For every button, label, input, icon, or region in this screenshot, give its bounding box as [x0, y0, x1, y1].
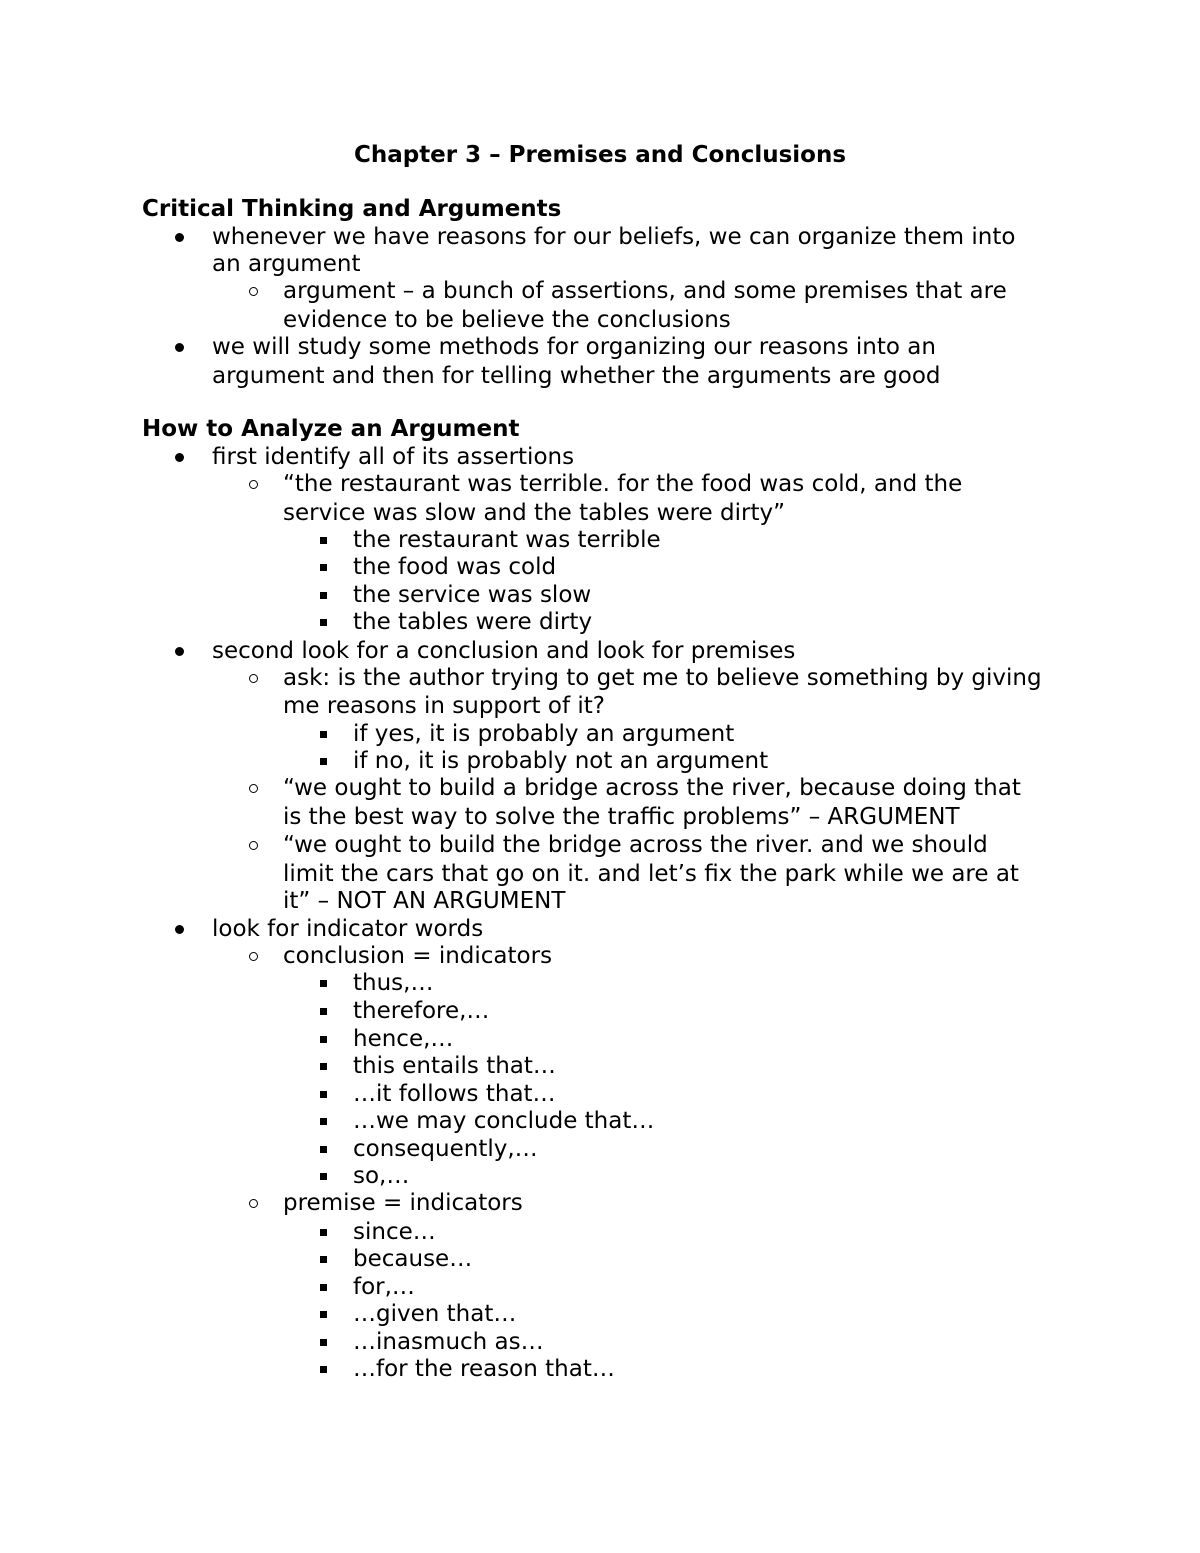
list-item-text: if no, it is probably not an argument: [353, 748, 769, 774]
list-item-text: argument – a bunch of assertions, and some premises that are: [283, 278, 1007, 304]
list-item-text: …we may conclude that…: [353, 1108, 655, 1134]
list-item-text: limit the cars that go on it. and let’s fix the park while we are at: [283, 861, 1019, 887]
list-item-text: “we ought to build a bridge across the river, because doing that: [283, 775, 1021, 801]
square-bullet-icon: [320, 1146, 327, 1153]
bullet-icon: [175, 453, 184, 462]
square-bullet-icon: [320, 1063, 327, 1070]
list-item-text: first identify all of its assertions: [212, 444, 575, 470]
square-bullet-icon: [320, 1091, 327, 1098]
bullet-icon: [175, 233, 184, 242]
list-item-text: the food was cold: [353, 554, 557, 580]
list-item-text: “the restaurant was terrible. for the food was cold, and the: [283, 471, 963, 497]
section-heading-critical-thinking: Critical Thinking and Arguments: [142, 196, 562, 222]
bullet-icon: [175, 925, 184, 934]
list-item-text: since…: [353, 1219, 436, 1245]
sub-bullet-icon: [249, 287, 258, 296]
square-bullet-icon: [320, 1173, 327, 1180]
square-bullet-icon: [320, 980, 327, 987]
list-item-text: …for the reason that…: [353, 1356, 615, 1382]
square-bullet-icon: [320, 619, 327, 626]
square-bullet-icon: [320, 1118, 327, 1125]
list-item-text: this entails that…: [353, 1053, 556, 1079]
list-item-text: service was slow and the tables were dirty”: [283, 500, 786, 526]
list-item-text: is the best way to solve the traffic problems” – ARGUMENT: [283, 804, 960, 830]
sub-bullet-icon: [249, 952, 258, 961]
section-heading-analyze-argument: How to Analyze an Argument: [142, 416, 520, 442]
list-item-text: consequently,…: [353, 1136, 538, 1162]
list-item-text: evidence to be believe the conclusions: [283, 307, 731, 333]
list-item-text: premise = indicators: [283, 1190, 523, 1216]
square-bullet-icon: [320, 537, 327, 544]
list-item-text: if yes, it is probably an argument: [353, 721, 735, 747]
square-bullet-icon: [320, 1256, 327, 1263]
list-item-text: for,…: [353, 1274, 415, 1300]
sub-bullet-icon: [249, 841, 258, 850]
list-item-text: so,…: [353, 1163, 410, 1189]
list-item-text: the service was slow: [353, 582, 592, 608]
list-item-text: conclusion = indicators: [283, 943, 553, 969]
square-bullet-icon: [320, 758, 327, 765]
list-item-text: we will study some methods for organizing our reasons into an: [212, 334, 936, 360]
bullet-icon: [175, 647, 184, 656]
list-item-text: thus,…: [353, 970, 434, 996]
list-item-text: the tables were dirty: [353, 609, 593, 635]
sub-bullet-icon: [249, 784, 258, 793]
square-bullet-icon: [320, 1008, 327, 1015]
square-bullet-icon: [320, 731, 327, 738]
square-bullet-icon: [320, 1339, 327, 1346]
square-bullet-icon: [320, 592, 327, 599]
bullet-icon: [175, 343, 184, 352]
list-item-text: hence,…: [353, 1026, 454, 1052]
list-item-text: me reasons in support of it?: [283, 693, 605, 719]
sub-bullet-icon: [249, 674, 258, 683]
list-item-text: …it follows that…: [353, 1081, 556, 1107]
square-bullet-icon: [320, 1284, 327, 1291]
square-bullet-icon: [320, 1036, 327, 1043]
sub-bullet-icon: [249, 1199, 258, 1208]
list-item-text: ask: is the author trying to get me to believe something by giving: [283, 665, 1042, 691]
list-item-text: …inasmuch as…: [353, 1329, 544, 1355]
sub-bullet-icon: [249, 480, 258, 489]
square-bullet-icon: [320, 564, 327, 571]
list-item-text: the restaurant was terrible: [353, 527, 661, 553]
square-bullet-icon: [320, 1311, 327, 1318]
list-item-text: look for indicator words: [212, 916, 484, 942]
list-item-text: “we ought to build the bridge across the river. and we should: [283, 832, 988, 858]
list-item-text: argument and then for telling whether the arguments are good: [212, 363, 941, 389]
list-item-text: because…: [353, 1246, 473, 1272]
list-item-text: an argument: [212, 251, 361, 277]
square-bullet-icon: [320, 1366, 327, 1373]
list-item-text: it” – NOT AN ARGUMENT: [283, 888, 566, 914]
list-item-text: second look for a conclusion and look for premises: [212, 638, 796, 664]
list-item-text: therefore,…: [353, 998, 490, 1024]
square-bullet-icon: [320, 1229, 327, 1236]
list-item-text: …given that…: [353, 1301, 517, 1327]
page-title: Chapter 3 – Premises and Conclusions: [353, 142, 847, 168]
list-item-text: whenever we have reasons for our beliefs, we can organize them into: [212, 224, 1016, 250]
